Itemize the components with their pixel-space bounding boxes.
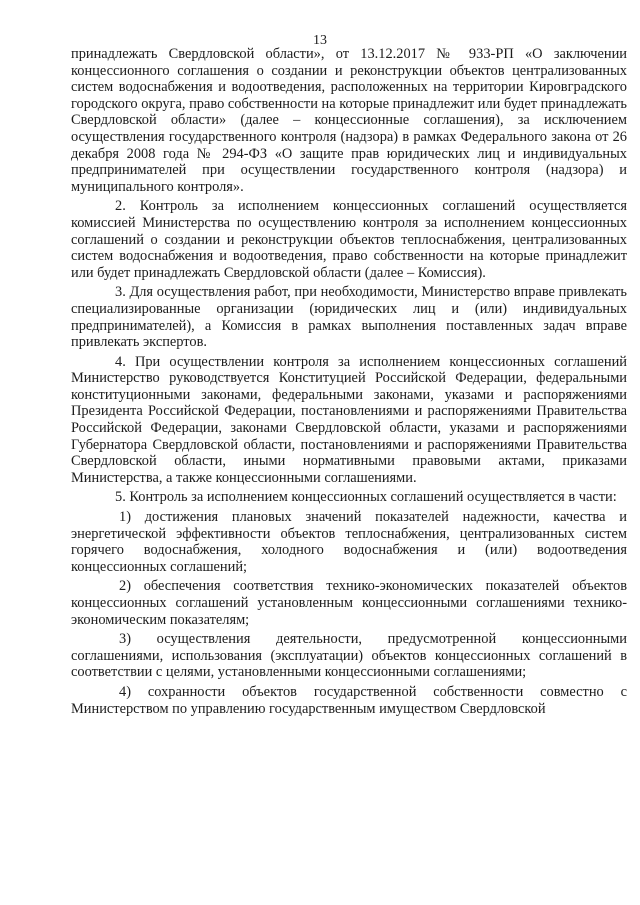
subitem-2: 2) обеспечения соответствия технико-экономических показателей объектов концессионных соглашений установленным концессионными соглашениями технико-экономическим показателям;: [71, 578, 627, 628]
page-number: 13: [313, 33, 327, 48]
subitem-4: 4) сохранности объектов государственной собственности совместно с Министерством по управлению государственным имуществом Свердловской: [71, 683, 627, 717]
subitem-3: 3) осуществления деятельности, предусмотренной концессионными соглашениями, использования (эксплуатации) объектов концессионных соглашений в соответствии с целями, установленными концессионными соглашениями;: [71, 631, 627, 681]
paragraph-item-5: 5. Контроль за исполнением концессионных соглашений осуществляется в части:: [115, 489, 617, 506]
document-body: [71, 46, 627, 717]
paragraph-item-4: 4. При осуществлении контроля за исполнением концессионных соглашений Министерство руководствуется Конституцией Российской Федерации, федеральными конституционными законами, федеральными законами, указами и распоряжениями Президента Российской Федерации, постановлениями и распоряжениями Правительства Российской Федерации, законами Свердловской области, указами и распоряжениями Губернатора Свердловской области, постановлениями и распоряжениями Правительства Свердловской области, иными нормативными правовыми актами, приказами Министерства, а также концессионными соглашениями.: [71, 353, 627, 486]
paragraph-continuation: принадлежать Свердловской области», от 13.12.2017 № 933-РП «О заключении концессионного соглашения о создании и реконструкции объектов централизованных систем водоснабжения и водоотведения, расположенных на территории Кировградского городского округа, право собственности на которые принадлежит или будет принадлежать Свердловской области» (далее – концессионные соглашения), за исключением осуществления государственного контроля (надзора) в рамках Федерального закона от 26 декабря 2008 года № 294-ФЗ «О защите прав юридических лиц и индивидуальных предпринимателей при осуществлении государственного контроля (надзора) и муниципального контроля».: [71, 46, 627, 195]
paragraph-item-3: 3. Для осуществления работ, при необходимости, Министерство вправе привлекать специализированные организации (юридических лиц и (или) индивидуальных предпринимателей), а Комиссия в рамках выполнения поставленных задач вправе привлекать экспертов.: [71, 284, 627, 351]
subitem-1: 1) достижения плановых значений показателей надежности, качества и энергетической эффективности объектов теплоснабжения, централизованных систем горячего водоснабжения, холодного водоснабжения и (или) водоотведения концессионных соглашений;: [71, 509, 627, 575]
paragraph-item-2: 2. Контроль за исполнением концессионных соглашений осуществляется комиссией Министерства по осуществлению контроля за исполнением концессионных соглашений о создании и реконструкции объектов теплоснабжения, централизованных систем водоснабжения и водоотведения, право собственности на которые принадлежит или будет принадлежать Свердловской области (далее – Комиссия).: [71, 198, 627, 281]
